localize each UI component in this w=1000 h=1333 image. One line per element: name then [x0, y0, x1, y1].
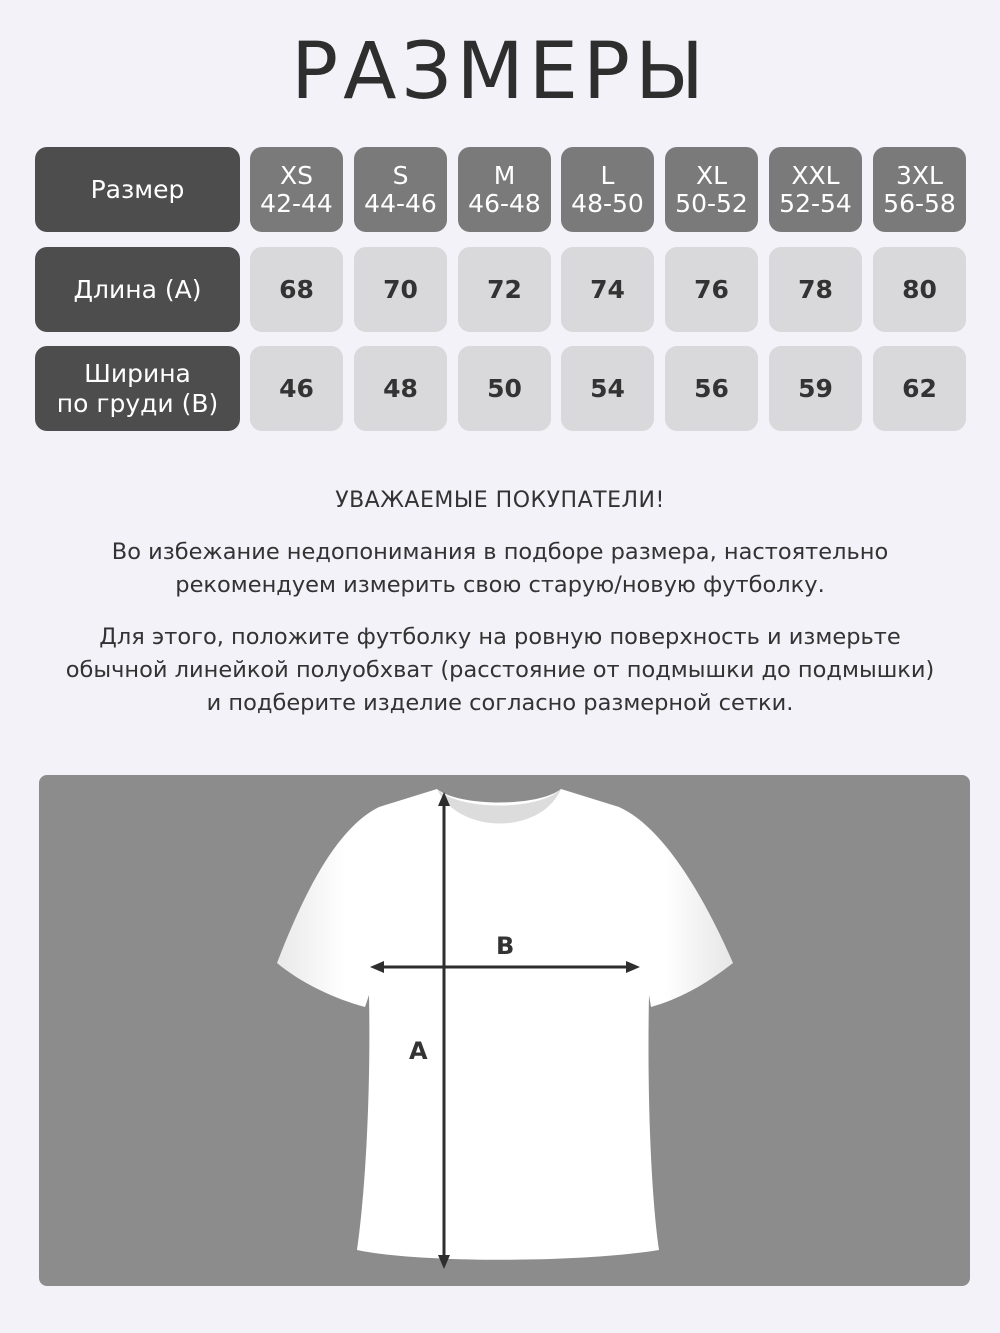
- length-cell: 80: [873, 247, 966, 332]
- width-header-line1: Ширина: [84, 358, 191, 388]
- size-label: M: [493, 160, 516, 190]
- length-cell: 78: [769, 247, 862, 332]
- length-cell: 72: [458, 247, 551, 332]
- size-range: 50-52: [675, 188, 748, 218]
- size-label: S: [392, 160, 409, 190]
- notice-paragraph-2: [0, 621, 1000, 720]
- size-label: XXL: [791, 160, 840, 190]
- size-label: XS: [280, 160, 313, 190]
- size-cell-m: [458, 147, 551, 232]
- width-cell: 48: [354, 346, 447, 431]
- size-range: 52-54: [779, 188, 852, 218]
- size-cell-xxl: [769, 147, 862, 232]
- size-header: [35, 147, 240, 232]
- length-cell: 74: [561, 247, 654, 332]
- notice-paragraph-1: [0, 536, 1000, 602]
- width-cell: 62: [873, 346, 966, 431]
- length-row: [35, 247, 967, 332]
- size-range: 46-48: [468, 188, 541, 218]
- page-title: РАЗМЕРЫ: [291, 27, 709, 117]
- width-cell: 54: [561, 346, 654, 431]
- notice-heading: УВАЖАЕМЫЕ ПОКУПАТЕЛИ!: [335, 488, 665, 513]
- tshirt-icon: [39, 775, 970, 1286]
- length-cell: 70: [354, 247, 447, 332]
- width-cell: 46: [250, 346, 343, 431]
- notice-line: Для этого, положите футболку на ровную поверхность и измерьте: [99, 624, 901, 650]
- notice-line: рекомендуем измерить свою старую/новую футболку.: [175, 572, 825, 598]
- size-label: L: [600, 160, 615, 190]
- label-b: B: [496, 932, 515, 960]
- size-cell-l: [561, 147, 654, 232]
- size-header-label: Размер: [90, 174, 185, 204]
- size-cell-xs: [250, 147, 343, 232]
- length-header-label: Длина (А): [73, 274, 202, 304]
- width-cell: 56: [665, 346, 758, 431]
- length-cell: 68: [250, 247, 343, 332]
- size-cell-s: [354, 147, 447, 232]
- notice-line: Во избежание недопонимания в подборе размера, настоятельно: [111, 539, 889, 565]
- length-header: [35, 247, 240, 332]
- size-range: 48-50: [571, 188, 644, 218]
- width-cell: 50: [458, 346, 551, 431]
- tshirt-shape: [277, 789, 733, 1260]
- size-label: XL: [695, 160, 728, 190]
- notice-line: обычной линейкой полуобхват (расстояние от подмышки до подмышки): [65, 657, 935, 683]
- length-cell: 76: [665, 247, 758, 332]
- width-row: [35, 346, 967, 431]
- size-range: 56-58: [883, 188, 956, 218]
- width-header: [35, 346, 240, 431]
- size-cell-3xl: [873, 147, 966, 232]
- notice-line: и подберите изделие согласно размерной сетки.: [206, 690, 794, 716]
- size-cell-xl: [665, 147, 758, 232]
- width-cell: 59: [769, 346, 862, 431]
- label-a: A: [409, 1037, 428, 1065]
- arrow-a-bottom: [438, 1255, 450, 1269]
- width-header-line2: по груди (В): [56, 388, 219, 418]
- size-row: [35, 147, 967, 232]
- size-range: 44-46: [364, 188, 437, 218]
- size-range: 42-44: [260, 188, 333, 218]
- size-label: 3XL: [896, 160, 943, 190]
- measurement-diagram: [39, 775, 970, 1286]
